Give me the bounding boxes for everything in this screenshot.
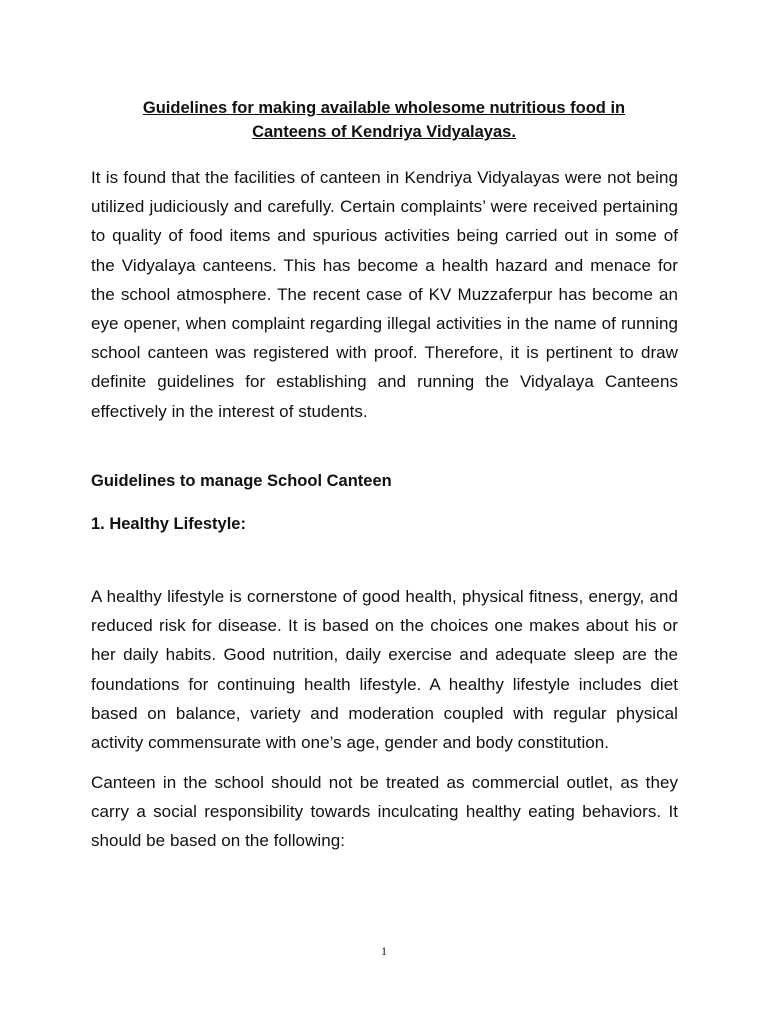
document-title [60,96,708,144]
title-line-1: Guidelines for making available wholesome nutritious food in [142,99,626,117]
page-number: 1 [381,944,387,958]
title-line-2: Canteens of Kendriya Vidyalayas. [252,123,516,141]
section-heading: Guidelines to manage School Canteen [91,472,392,490]
subsection-heading: 1. Healthy Lifestyle: [91,515,246,533]
healthy-lifestyle-paragraph: A healthy lifestyle is cornerstone of good health, physical fitness, energy, and reduced risk for disease. It is based on the choices one makes about his or her daily habits. Good nutrition, daily exercise and adequate sleep are the foundations for continuing health lifestyle. A healthy lifestyle includes diet based on balance, variety and moderation coupled with regular physical activity commensurate with one’s age, gender and body constitution. [91,587,678,753]
intro-paragraph: It is found that the facilities of canteen in Kendriya Vidyalayas were not being utilized judiciously and carefully. Certain complaints’ were received pertaining to quality of food items and spurious activities being carried out in some of the Vidyalaya canteens. This has become a health hazard and menace for the school atmosphere. The recent case of KV Muzzaferpur has become an eye opener, when complaint regarding illegal activities in the name of running school canteen was registered with proof. Therefore, it is pertinent to draw definite guidelines for establishing and running the Vidyalaya Canteens effectively in the interest of students. [91,168,678,421]
canteen-paragraph: Canteen in the school should not be treated as commercial outlet, as they carry a social responsibility towards inculcating healthy eating behaviors. It should be based on the following: [91,773,678,851]
